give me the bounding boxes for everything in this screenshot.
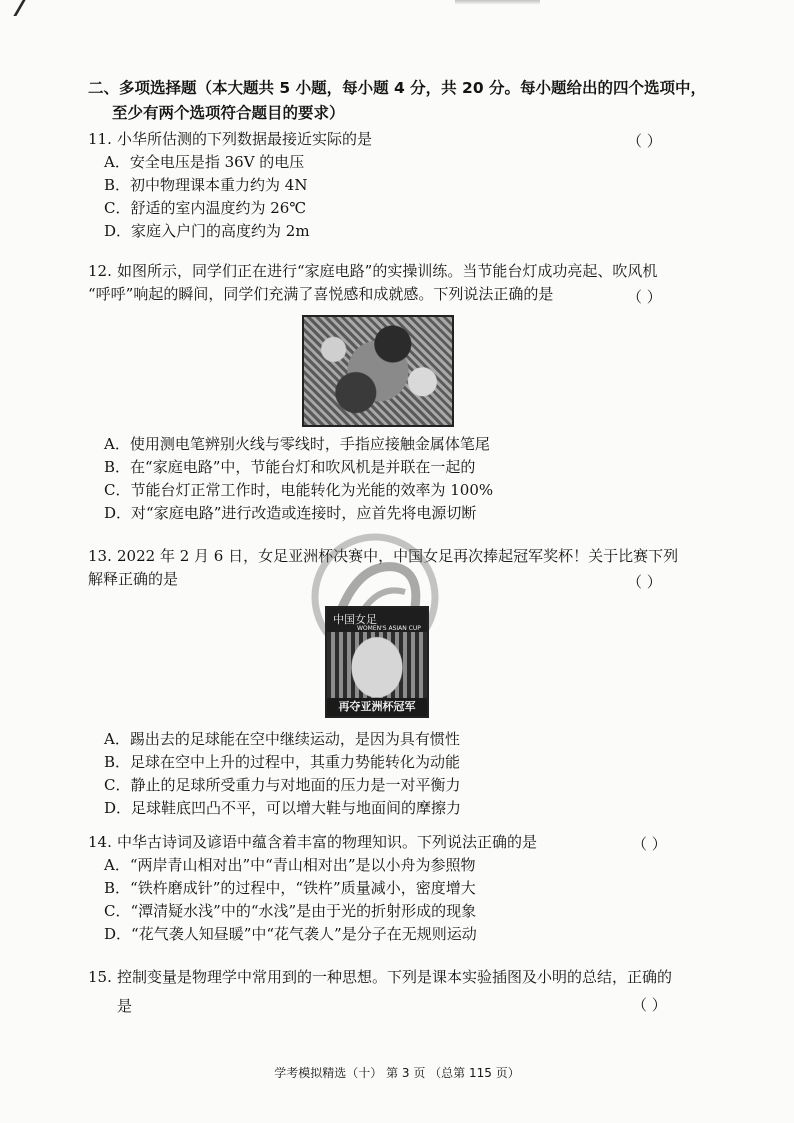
answer-paren-11: （ ） bbox=[627, 132, 662, 150]
option-c: C．节能台灯正常工作时，电能转化为光能的效率为 100% bbox=[104, 481, 494, 499]
question-11 bbox=[88, 128, 698, 243]
question-12 bbox=[88, 260, 698, 306]
question-stem-line: 如图所示，同学们正在进行“家庭电路”的实操训练。当节能台灯成功亮起、吹风机 bbox=[117, 262, 658, 280]
page-footer: 学考模拟精选（十） 第 3 页 （总第 115 页） bbox=[274, 1066, 520, 1080]
question-number: 13. bbox=[88, 547, 112, 565]
option-b: B．“铁杵磨成针”的过程中，“铁杵”质量减小，密度增大 bbox=[104, 879, 476, 897]
question-number: 14. bbox=[88, 833, 112, 851]
photo-caption-banner: 再夺亚洲杯冠军 bbox=[327, 698, 427, 716]
option-d: D．对“家庭电路”进行改造或连接时，应首先将电源切断 bbox=[104, 504, 477, 522]
option-a: A．使用测电笔辨别火线与零线时，手指应接触金属体笔尾 bbox=[104, 435, 490, 453]
question-stem-line: 中华古诗词及谚语中蕴含着丰富的物理知识。下列说法正确的是 bbox=[117, 833, 538, 851]
answer-paren-12: （ ） bbox=[627, 288, 662, 306]
question-stem bbox=[88, 260, 698, 283]
question-stem-line: 小华所估测的下列数据最接近实际的是 bbox=[117, 130, 373, 148]
answer-paren-13: （ ） bbox=[627, 573, 662, 591]
option-d: D．家庭入户门的高度约为 2m bbox=[104, 222, 310, 240]
question-number: 12. bbox=[88, 262, 112, 280]
question-stem-line: 是 bbox=[117, 997, 133, 1015]
option-c: C．“潭清疑水浅”中的“水浅”是由于光的折射形成的现象 bbox=[104, 902, 477, 920]
question-stem bbox=[88, 128, 698, 151]
scan-smudge bbox=[455, 0, 540, 5]
household-circuit-photo bbox=[302, 315, 454, 427]
option-b: B．足球在空中上升的过程中，其重力势能转化为动能 bbox=[104, 753, 461, 771]
question-12-options bbox=[88, 433, 698, 525]
question-number: 11. bbox=[88, 130, 112, 148]
option-c: C．静止的足球所受重力与对地面的压力是一对平衡力 bbox=[104, 776, 461, 794]
question-stem-line: “呼呼”响起的瞬间，同学们充满了喜悦感和成就感。下列说法正确的是 bbox=[88, 285, 554, 303]
section-heading bbox=[88, 76, 708, 126]
photo-caption-subtitle: WOMEN'S ASIAN CUP bbox=[357, 625, 421, 632]
question-number: 15. bbox=[88, 968, 112, 986]
question-14 bbox=[88, 831, 698, 946]
section-heading-line2: 至少有两个选项符合题目的要求） bbox=[112, 104, 345, 122]
answer-paren-15: （ ） bbox=[632, 996, 667, 1014]
option-a: A．安全电压是指 36V 的电压 bbox=[104, 153, 305, 171]
question-stem-line: 解释正确的是 bbox=[88, 570, 179, 588]
option-d: D．足球鞋底凹凸不平，可以增大鞋与地面间的摩擦力 bbox=[104, 799, 462, 817]
photo-caption-title: 中国女足 bbox=[333, 613, 377, 626]
option-d: D．“花气袭人知昼暖”中“花气袭人”是分子在无规则运动 bbox=[104, 925, 477, 943]
option-a: A．踢出去的足球能在空中继续运动，是因为具有惯性 bbox=[104, 730, 460, 748]
option-c: C．舒适的室内温度约为 26℃ bbox=[104, 199, 307, 217]
answer-paren-14: （ ） bbox=[632, 835, 667, 853]
question-stem bbox=[88, 831, 698, 854]
section-heading-line1: 二、多项选择题（本大题共 5 小题，每小题 4 分，共 20 分。每小题给出的四个选项中， bbox=[88, 79, 707, 97]
womens-football-photo bbox=[325, 606, 429, 718]
option-b: B．初中物理课本重力约为 4N bbox=[104, 176, 308, 194]
corner-mark bbox=[13, 0, 47, 16]
option-b: B．在“家庭电路”中，节能台灯和吹风机是并联在一起的 bbox=[104, 458, 476, 476]
option-a: A．“两岸青山相对出”中“青山相对出”是以小舟为参照物 bbox=[104, 856, 476, 874]
question-15 bbox=[88, 966, 698, 1018]
question-stem bbox=[88, 966, 698, 989]
question-13-options bbox=[88, 728, 698, 820]
question-stem-line: 控制变量是物理学中常用到的一种思想。下列是课本实验插图及小明的总结，正确的 bbox=[117, 968, 673, 986]
question-stem-line: 2022 年 2 月 6 日，女足亚洲杯决赛中，中国女足再次捧起冠军奖杯！关于比赛下列 bbox=[117, 547, 679, 565]
